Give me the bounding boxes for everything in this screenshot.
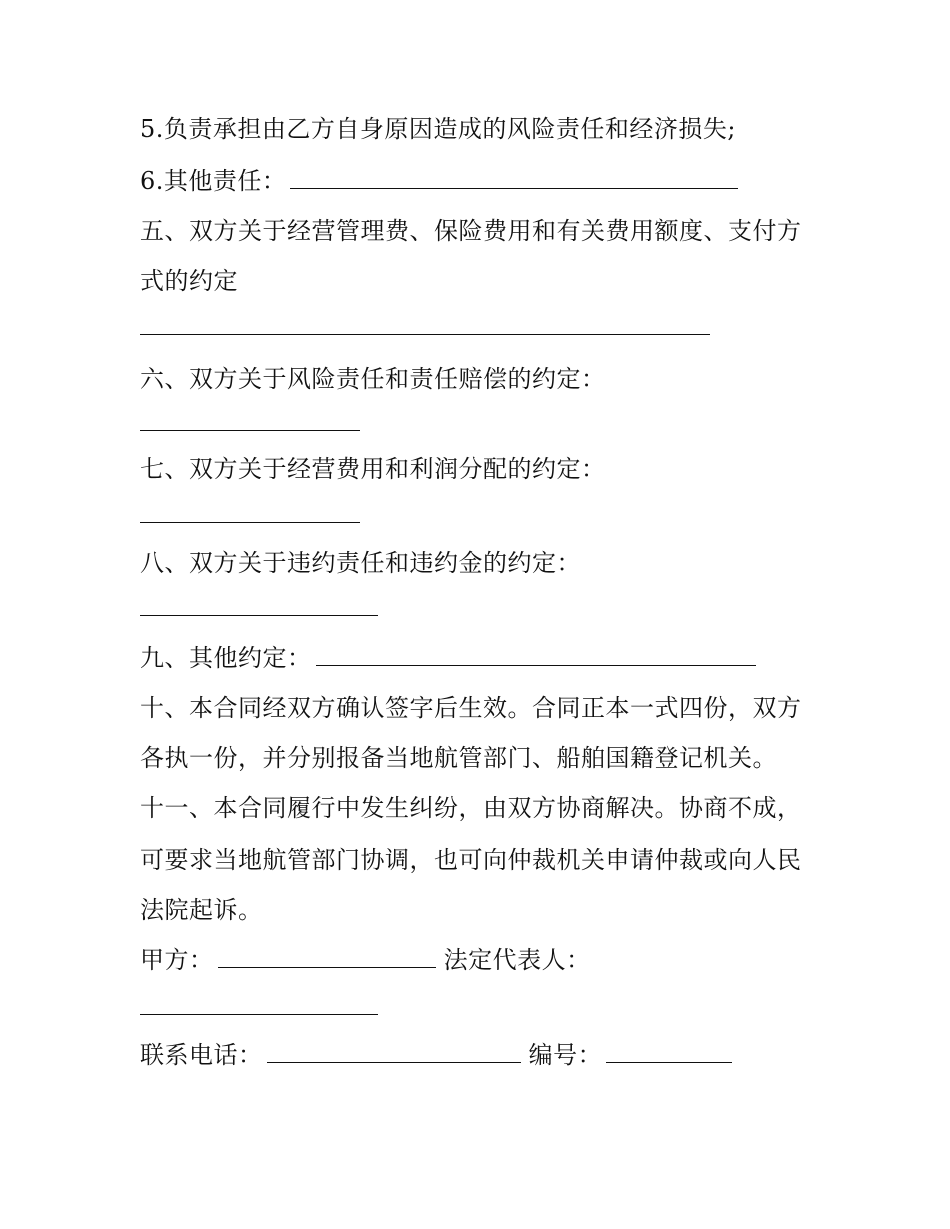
section-5-blank[interactable]	[140, 334, 710, 335]
legal-representative-label: 法定代表人：	[443, 946, 591, 974]
section-6-heading: 六、双方关于风险责任和责任赔偿的约定：	[140, 365, 606, 393]
section-6-blank[interactable]	[140, 430, 360, 431]
section-7-heading: 七、双方关于经营费用和利润分配的约定：	[140, 455, 606, 483]
clause-item-5: 5.负责承担由乙方自身原因造成的风险责任和经济损失;	[140, 115, 736, 143]
other-agreement-blank[interactable]	[316, 643, 756, 666]
section-7-blank[interactable]	[140, 522, 360, 523]
section-5-line-2: 式的约定	[140, 267, 238, 295]
party-a-label: 甲方：	[140, 946, 214, 974]
section-9-label: 九、其他约定：	[140, 644, 312, 672]
section-11-line-1: 十一、本合同履行中发生纠纷，由双方协商解决。协商不成，	[140, 794, 802, 822]
clause-item-6-label: 6.其他责任：	[140, 167, 287, 195]
phone-blank[interactable]	[267, 1040, 521, 1063]
phone-label: 联系电话：	[140, 1041, 263, 1069]
contact-row	[140, 1040, 732, 1070]
party-a-blank[interactable]	[218, 945, 436, 968]
party-a-row	[140, 945, 591, 975]
section-9	[140, 643, 756, 673]
legal-representative-blank[interactable]	[140, 1014, 378, 1015]
other-responsibility-blank[interactable]	[290, 166, 738, 189]
section-11-line-2: 可要求当地航管部门协调，也可向仲裁机关申请仲裁或向人民	[140, 846, 802, 874]
section-5-line-1: 五、双方关于经营管理费、保险费用和有关费用额度、支付方	[140, 217, 802, 245]
section-10-line-2: 各执一份，并分别报备当地航管部门、船舶国籍登记机关。	[140, 744, 777, 772]
section-10-line-1: 十、本合同经双方确认签字后生效。合同正本一式四份，双方	[140, 694, 802, 722]
number-blank[interactable]	[606, 1040, 732, 1063]
section-8-blank[interactable]	[140, 615, 378, 616]
clause-item-6	[140, 166, 738, 196]
number-label: 编号：	[528, 1041, 603, 1069]
section-8-heading: 八、双方关于违约责任和违约金的约定：	[140, 549, 581, 577]
section-11-line-3: 法院起诉。	[140, 896, 263, 924]
